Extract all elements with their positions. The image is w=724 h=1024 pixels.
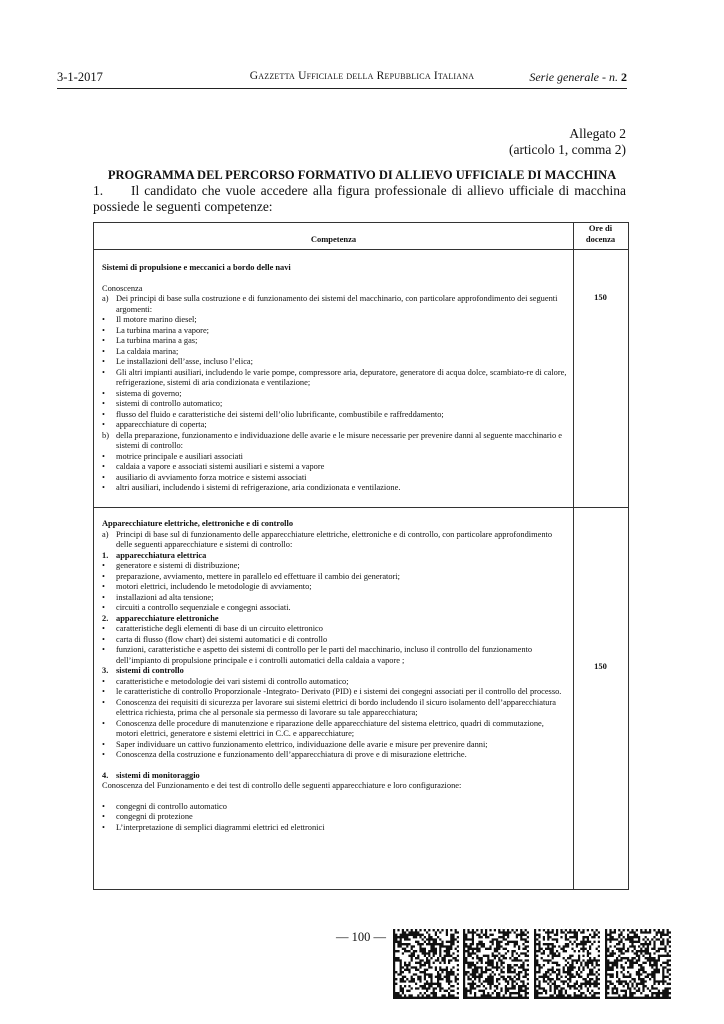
list-text: altri ausiliari, includendo i sistemi di refrigerazione, aria condizionata e ventilazione. — [116, 483, 401, 492]
list-marker: • — [102, 346, 105, 356]
list-marker: • — [102, 462, 105, 471]
list-item — [102, 561, 568, 572]
list-marker: • — [102, 592, 105, 602]
list-item — [102, 740, 568, 751]
list-text: Le installazioni dell’asse, incluso l’elica; — [116, 357, 253, 366]
header-date: 3-1-2017 — [57, 70, 103, 84]
list-item — [102, 666, 568, 677]
table-header-divider — [94, 249, 628, 250]
list-text: congegni di controllo automatico — [116, 801, 227, 811]
list-text: caldaia a vapore e associati sistemi ausiliari e sistemi a vapore — [116, 462, 325, 471]
list-marker: • — [102, 399, 105, 408]
list-marker: • — [102, 697, 105, 707]
list-item — [102, 823, 568, 834]
list-marker: a) — [102, 294, 109, 303]
list-text: L’interpretazione di semplici diagrammi elettrici ed elettronici — [116, 822, 325, 832]
list-item — [102, 582, 568, 593]
list-marker: • — [102, 472, 105, 482]
header-series-number: 2 — [621, 70, 627, 84]
allegato-title: Allegato 2 — [569, 126, 626, 141]
datamatrix-code — [463, 929, 529, 999]
hours-section-1: 150 — [594, 292, 607, 302]
header-series — [529, 70, 627, 85]
list-item — [102, 802, 568, 813]
datamatrix-modules — [534, 929, 600, 999]
list-item — [102, 719, 568, 740]
list-marker: • — [102, 571, 105, 581]
list-text: le caratteristiche di controllo Proporzionale -Integrato- Derivato (PID) e i sistemi dei congegni associati per il controllo del processo. — [116, 687, 562, 696]
datamatrix-code — [534, 929, 600, 999]
list-item — [102, 357, 568, 368]
list-item — [102, 326, 568, 337]
intro-paragraph — [93, 183, 626, 215]
document-title: PROGRAMMA DEL PERCORSO FORMATIVO DI ALLIEVO UFFICIALE DI MACCHINA — [107, 168, 617, 182]
list-item — [102, 483, 568, 494]
list-item — [102, 645, 568, 666]
list-text: installazioni ad alta tensione; — [116, 592, 214, 602]
list-marker: • — [102, 603, 105, 612]
list-text: caratteristiche degli elementi di base di un circuito elettronico — [116, 624, 323, 633]
column-header-ore-line2: docenza — [585, 234, 616, 244]
list-text: apparecchiature di coperta; — [116, 420, 207, 429]
list-marker: • — [102, 315, 105, 324]
header-rule — [57, 88, 627, 89]
list-item — [102, 389, 568, 400]
list-marker: • — [102, 357, 105, 366]
list-marker: b) — [102, 430, 109, 440]
list-item — [102, 368, 568, 389]
list-text: Conoscenza delle procedure di manutenzione e riparazione delle apparecchiature del sistema elettrico, quadri di commutazione, motori elettrici, generatore e sistemi elettrici in C.C. e apparecchiature; — [116, 718, 544, 738]
list-item — [102, 593, 568, 604]
list-marker: • — [102, 483, 105, 492]
list-marker: • — [102, 822, 105, 832]
section-items — [102, 530, 568, 761]
list-marker: • — [102, 420, 105, 429]
column-header-ore-line1: Ore di — [588, 223, 613, 233]
list-item — [102, 336, 568, 347]
list-text: apparecchiatura elettrica — [116, 550, 207, 560]
list-item — [102, 572, 568, 583]
section-electrical — [102, 519, 568, 833]
list-marker: 1. — [102, 550, 109, 560]
list-text: Dei principi di base sulla costruzione e di funzionamento dei sistemi del macchinario, con particolare approfondimento dei seguenti argomenti: — [116, 294, 558, 314]
list-marker: • — [102, 409, 105, 419]
datamatrix-code — [605, 929, 671, 999]
list-marker: • — [102, 582, 105, 591]
list-marker: • — [102, 624, 105, 633]
list-text: funzioni, caratteristiche e aspetto dei sistemi di controllo per le parti del macchinario, incluso il controllo del funzionamento dell’impianto di propulsione principale e i controlli automatici della caldaia a vapore ; — [116, 645, 533, 665]
list-marker: • — [102, 687, 105, 696]
list-item — [102, 677, 568, 688]
list-text: Il motore marino diesel; — [116, 315, 197, 324]
list-text: carta di flusso (flow chart) dei sistemi automatici e di controllo — [116, 634, 328, 644]
section-propulsion — [102, 263, 568, 494]
list-item — [102, 614, 568, 625]
list-item — [102, 431, 568, 452]
list-item — [102, 624, 568, 635]
column-header-ore — [574, 223, 627, 245]
section-title: Apparecchiature elettriche, elettroniche e di controllo — [102, 519, 294, 528]
datamatrix-modules — [463, 929, 529, 999]
list-marker: • — [102, 325, 105, 335]
table-column-divider — [573, 223, 574, 889]
list-item — [102, 750, 568, 761]
list-item — [102, 603, 568, 614]
list-item — [102, 812, 568, 823]
list-marker: • — [102, 634, 105, 644]
hours-section-2: 150 — [594, 661, 607, 671]
list-text: congegni di protezione — [116, 812, 193, 821]
list-text: sistema di governo; — [116, 388, 182, 398]
datamatrix-modules — [605, 929, 671, 999]
section-items — [102, 294, 568, 494]
list-item — [102, 551, 568, 562]
section-items — [102, 802, 568, 834]
list-item — [102, 698, 568, 719]
list-marker: • — [102, 812, 105, 821]
header-series-label: Serie generale - n. — [529, 70, 618, 84]
list-item — [102, 687, 568, 698]
list-item — [102, 420, 568, 431]
intro-text: Il candidato che vuole accedere alla figura professionale di allievo ufficiale di macchina possiede le seguenti competenze: — [93, 183, 626, 214]
allegato-ref: (articolo 1, comma 2) — [509, 142, 626, 157]
list-marker: • — [102, 676, 105, 686]
table-row-divider — [94, 507, 628, 508]
list-marker: • — [102, 336, 105, 345]
section-intro: Conoscenza — [102, 283, 143, 293]
list-item — [102, 399, 568, 410]
list-item — [102, 473, 568, 484]
list-item — [102, 462, 568, 473]
list-text: motrice principale e ausiliari associati — [116, 451, 243, 461]
list-text: motori elettrici, includendo le metodologie di avviamento; — [116, 582, 312, 591]
list-marker: 2. — [102, 613, 109, 623]
list-text: sistemi di controllo — [116, 666, 184, 675]
list-text: Gli altri impianti ausiliari, includendo le varie pompe, compressore aria, depuratore, generatore di acqua dolce, scambiato-re di calore, refrigerazione, sistemi di aria condizionata e ventilazione; — [116, 367, 567, 387]
list-marker: • — [102, 739, 105, 749]
page-number: — 100 — — [336, 930, 386, 944]
list-item — [102, 530, 568, 551]
list-marker: a) — [102, 529, 109, 539]
list-marker: • — [102, 645, 105, 654]
list-text: Conoscenza dei requisiti di sicurezza per lavorare sui sistemi elettrici di bordo includendo il sicuro isolamento dell’apparecchiatura elettrica richiesta, prima che al personale sia permesso di lavorare su tale apparecchiatura; — [116, 697, 556, 717]
section-paragraph: Conoscenza del Funzionamento e dei test di controllo delle seguenti apparecchiature e loro configurazione: — [102, 781, 462, 790]
column-header-competenza: Competenza — [310, 234, 357, 244]
list-item — [102, 347, 568, 358]
list-marker: • — [102, 718, 105, 728]
list-text: Principi di base sul di funzionamento delle apparecchiature elettriche, elettroniche e di controllo, con particolare approfondimento delle seguenti apparecchiature e sistemi di controllo: — [116, 529, 553, 549]
list-text: sistemi di monitoraggio — [116, 770, 200, 780]
list-text: Saper individuare un cattivo funzionamento elettrico, individuazione delle avarie e misure per prevenire danni; — [116, 739, 488, 749]
list-text: Conoscenza della costruzione e funzionamento dell’apparecchiatura di prove e di misurazione elettriche. — [116, 750, 467, 759]
intro-number: 1. — [93, 183, 104, 198]
list-text: La turbina marina a vapore; — [116, 325, 210, 335]
list-item — [102, 635, 568, 646]
list-item — [102, 452, 568, 463]
list-text: La caldaia marina; — [116, 346, 179, 356]
list-text: circuiti a controllo sequenziale e congegni associati. — [116, 603, 291, 612]
list-item — [102, 771, 568, 782]
competence-table — [93, 222, 629, 890]
list-marker: 3. — [102, 666, 109, 675]
list-marker: • — [102, 801, 105, 811]
list-text: caratteristiche e metodologie dei vari sistemi di controllo automatico; — [116, 676, 349, 686]
list-marker: • — [102, 367, 105, 377]
list-item — [102, 410, 568, 421]
list-item — [102, 294, 568, 315]
list-text: preparazione, avviamento, mettere in parallelo ed effettuare il cambio dei generatori; — [116, 571, 400, 581]
list-text: La turbina marina a gas; — [116, 336, 198, 345]
list-text: della preparazione, funzionamento e individuazione delle avarie e le misure necessarie per prevenire danni al seguente macchinario e sistemi di controllo: — [116, 430, 562, 450]
list-marker: • — [102, 388, 105, 398]
datamatrix-modules — [393, 929, 459, 999]
list-item — [102, 315, 568, 326]
datamatrix-code — [393, 929, 459, 999]
list-text: flusso del fluido e caratteristiche dei sistemi dell’olio lubrificante, combustibile e raffreddamento; — [116, 409, 444, 419]
list-marker: • — [102, 451, 105, 461]
list-marker: 4. — [102, 770, 109, 780]
list-text: apparecchiature elettroniche — [116, 613, 219, 623]
list-marker: • — [102, 750, 105, 759]
section-title: Sistemi di propulsione e meccanici a bordo delle navi — [102, 263, 291, 272]
list-text: ausiliario di avviamento forza motrice e sistemi associati — [116, 472, 307, 482]
header-title: Gazzetta Ufficiale della Repubblica Italiana — [249, 70, 475, 82]
list-text: sistemi di controllo automatico; — [116, 399, 223, 408]
list-text: generatore e sistemi di distribuzione; — [116, 561, 240, 570]
list-marker: • — [102, 561, 105, 570]
